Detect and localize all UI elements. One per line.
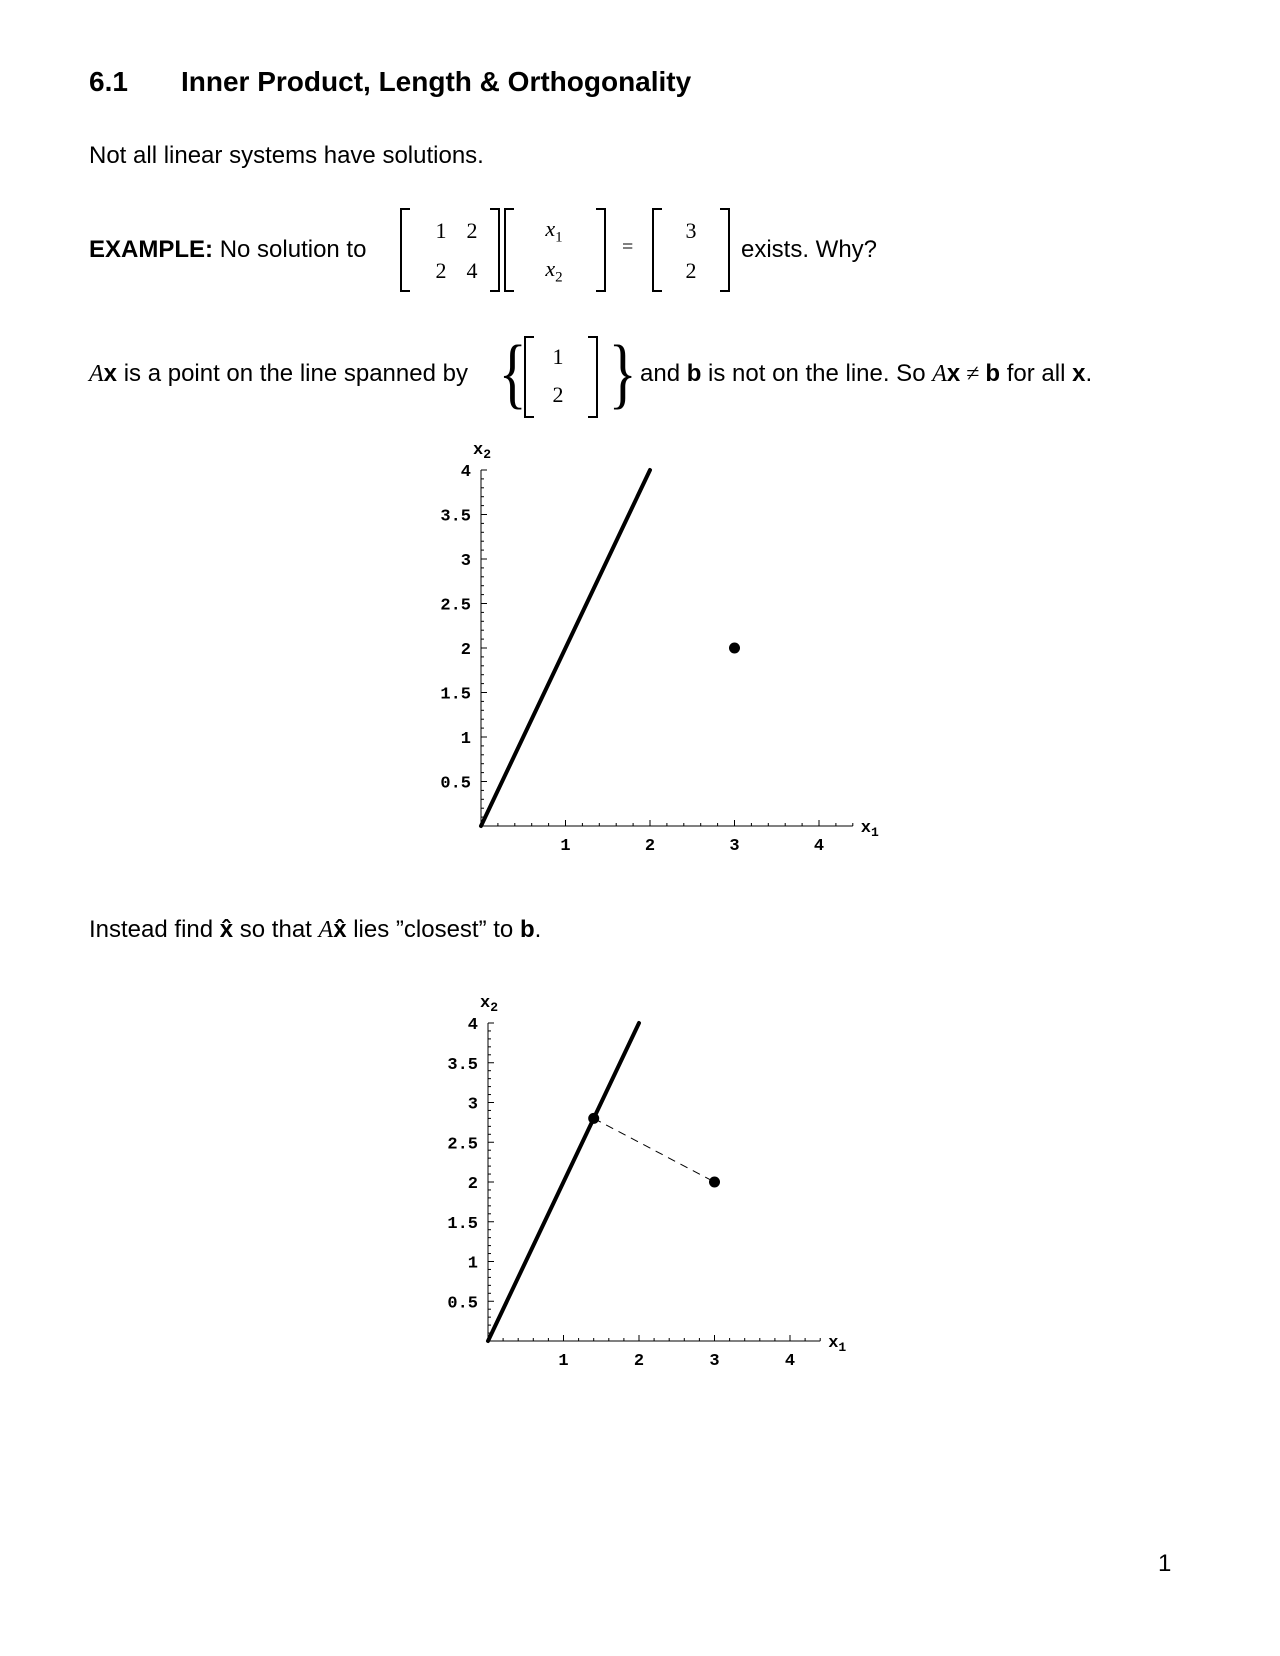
vector-x-entry-2: $x_2$ [545,256,563,286]
projection-line [594,1118,715,1182]
span-sentence-end: and b is not on the line. So Ax ≠ b for all x. [640,360,1093,387]
y-axis-label: $x_2$ [480,994,499,1015]
equals-sign: = [622,236,634,258]
y-tick-label: 2 [467,1175,478,1194]
span-vector-entry: 2 [552,382,564,407]
y-tick-label: 1 [460,730,471,749]
y-tick-label: 1.5 [440,685,471,705]
y-tick-label: 0.5 [440,774,471,794]
x-tick-label: 1 [560,837,571,856]
data-point [588,1113,599,1124]
example-tail: exists. Why? [741,236,878,263]
matrix-cell: 2 [466,218,478,243]
example-label: EXAMPLE: [89,236,214,263]
x-tick-label: 2 [644,837,656,856]
x-tick-label: 3 [709,1352,720,1371]
y-tick-label: 3.5 [440,507,471,527]
x-tick-label: 2 [633,1352,645,1371]
example-text: No solution to [219,236,367,263]
y-tick-label: 3 [460,552,471,571]
x-tick-label: 1 [558,1352,569,1371]
matrix-cell: 4 [466,258,478,283]
span-vector-entry: 1 [552,344,564,369]
vector-b-entry: 2 [685,258,697,283]
y-tick-label: 1.5 [447,1214,478,1234]
x-axis-label: $x_1$ [828,1334,847,1355]
vector-b-entry: 3 [685,218,697,243]
y-axis-label: $x_2$ [473,441,492,462]
y-tick-label: 2 [460,641,471,660]
section-title: Inner Product, Length & Orthogonality [181,66,692,97]
y-tick-label: 2.5 [440,596,471,616]
y-tick-label: 2.5 [447,1135,478,1155]
x-axis-label: $x_1$ [860,819,879,840]
data-point [709,1177,720,1188]
span-sentence-start: Ax is a point on the line spanned by [89,360,468,387]
span-line [488,1023,639,1341]
right-brace: } [608,329,637,416]
matrix-cell: 2 [435,258,447,283]
x-tick-label: 4 [784,1352,796,1371]
left-brace: { [498,329,527,416]
y-tick-label: 4 [460,463,471,482]
intro-text: Not all linear systems have solutions. [89,142,484,169]
y-tick-label: 3 [467,1095,478,1115]
x-tick-label: 3 [729,837,740,856]
section-number: 6.1 [89,66,128,97]
y-tick-label: 3.5 [447,1055,478,1075]
instead-sentence: Instead find x̂ so that Ax̂ lies ”closest” to b. [89,916,542,943]
y-tick-label: 0.5 [447,1294,478,1314]
y-tick-label: 1 [467,1254,478,1274]
vector-x-entry-1: $x_1$ [545,216,563,246]
page-number: 1 [1158,1550,1172,1577]
matrix-cell: 1 [435,218,447,243]
x-tick-label: 4 [813,837,825,856]
y-tick-label: 4 [467,1016,478,1035]
